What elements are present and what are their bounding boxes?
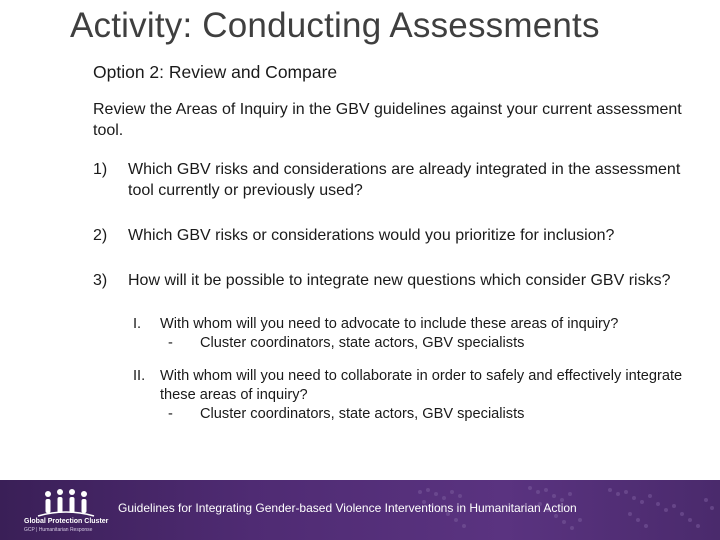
question-text: Which GBV risks and considerations are already integrated in the assessment tool currently or previously used?: [128, 161, 681, 199]
logo-title: Global Protection Cluster: [24, 518, 109, 525]
option-heading: Option 2: Review and Compare: [93, 62, 338, 82]
question-text: How will it be possible to integrate new questions which consider GBV risks?: [128, 272, 671, 289]
question-1: [93, 159, 703, 201]
slide-title: Activity: Conducting Assessments: [70, 6, 600, 45]
question-text: Which GBV risks or considerations would you prioritize for inclusion?: [128, 227, 615, 244]
answer-line: [160, 405, 703, 424]
question-2: [93, 225, 703, 246]
question-3: [93, 270, 703, 291]
sub-question-text: With whom will you need to collaborate in order to safely and effectively integrate these areas of inquiry?: [160, 368, 683, 403]
roman-numeral: I.: [133, 316, 142, 332]
question-number: 3): [93, 272, 108, 289]
answer-text: Cluster coordinators, state actors, GBV specialists: [200, 335, 525, 351]
dash-bullet: -: [168, 335, 173, 351]
answer-line: [160, 334, 703, 353]
sub-question-text: With whom will you need to advocate to include these areas of inquiry?: [160, 316, 619, 332]
sub-question-2: [93, 367, 703, 424]
question-number: 1): [93, 161, 108, 178]
logo-subtitle: GCP | Humanitarian Response: [24, 527, 93, 533]
question-number: 2): [93, 227, 108, 244]
footer-banner: [0, 480, 720, 540]
roman-numeral: II.: [133, 368, 146, 384]
answer-text: Cluster coordinators, state actors, GBV specialists: [200, 406, 525, 422]
intro-text: Review the Areas of Inquiry in the GBV guidelines against your current assessment tool.: [93, 101, 682, 139]
footer-text: Guidelines for Integrating Gender-based Violence Interventions in Humanitarian Action: [118, 501, 577, 515]
slide-content: [93, 62, 703, 424]
dash-bullet: -: [168, 406, 173, 422]
sub-question-1: [93, 315, 703, 353]
